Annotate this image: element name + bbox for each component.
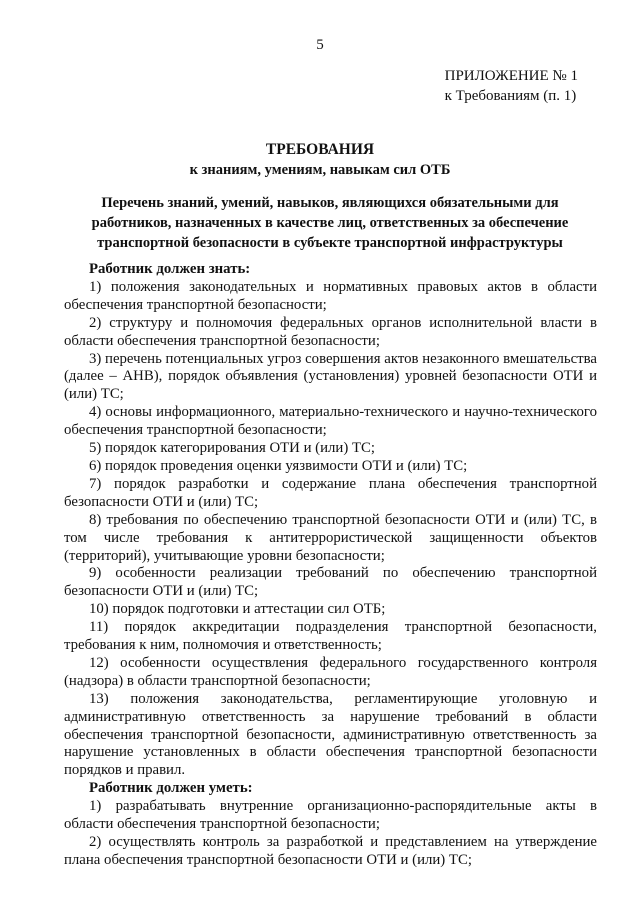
list-heading xyxy=(70,193,590,253)
list-item: 11) порядок аккредитации подразделения транспортной безопасности, требования к ним, полномочия и ответственность; xyxy=(64,619,597,654)
page-number: 5 xyxy=(316,37,324,53)
section-heading-can: Работник должен уметь: xyxy=(89,780,253,797)
list-item: 13) положения законодательства, регламентирующие уголовную и административную ответственность за нарушение требований в области обеспечения транспортной безопасности, административную ответственность за нарушение установленных в области обеспечения транспортной безопасности порядков и правил. xyxy=(64,690,597,779)
list-item: 1) положения законодательных и нормативных правовых актов в области обеспечения транспортной безопасности; xyxy=(64,278,597,313)
list-heading-line: Перечень знаний, умений, навыков, являющихся обязательными для xyxy=(101,195,559,211)
appendix-reference xyxy=(445,66,578,106)
list-item: 5) порядок категорирования ОТИ и (или) ТС; xyxy=(89,440,375,457)
section-heading-know: Работник должен знать: xyxy=(89,261,251,277)
list-item: 12) особенности осуществления федерального государственного контроля (надзора) в области транспортной безопасности; xyxy=(64,654,597,689)
appendix-title: ПРИЛОЖЕНИЕ № 1 xyxy=(444,68,578,84)
document-body xyxy=(64,261,597,870)
list-item: 3) перечень потенциальных угроз совершения актов незаконного вмешательства (далее – АНВ), порядок объявления (установления) уровней безопасности ОТИ и (или) ТС; xyxy=(64,350,597,403)
list-item: 9) особенности реализации требований по обеспечению транспортной безопасности ОТИ и (или) ТС; xyxy=(64,565,597,600)
list-item: 2) структуру и полномочия федеральных органов исполнительной власти в области обеспечения транспортной безопасности; xyxy=(64,314,597,349)
list-item: 1) разрабатывать внутренние организационно-распорядительные акты в области обеспечения транспортной безопасности; xyxy=(64,798,597,833)
list-heading-line: работников, назначенных в качестве лиц, ответственных за обеспечение xyxy=(91,215,569,231)
document-title: ТРЕБОВАНИЯ xyxy=(265,141,375,158)
list-item: 10) порядок подготовки и аттестации сил ОТБ; xyxy=(89,601,386,618)
list-item: 7) порядок разработки и содержание плана обеспечения транспортной безопасности ОТИ и (или) ТС; xyxy=(64,475,597,510)
list-item: 4) основы информационного, материально-технического и научно-технического обеспечения транспортной безопасности; xyxy=(64,404,597,439)
document-subtitle: к знаниям, умениям, навыкам сил ОТБ xyxy=(189,162,451,178)
list-item: 2) осуществлять контроль за разработкой и представлением на утверждение плана обеспечения транспортной безопасности ОТИ и (или) ТС; xyxy=(64,834,597,868)
list-item: 8) требования по обеспечению транспортной безопасности ОТИ и (или) ТС, в том числе требования к антитеррористической защищенности объектов (территорий), учитывающие уровни безопасности; xyxy=(64,511,597,564)
list-heading-line: транспортной безопасности в субъекте транспортной инфраструктуры xyxy=(97,235,563,251)
appendix-subtitle: к Требованиям (п. 1) xyxy=(444,88,577,104)
list-item: 6) порядок проведения оценки уязвимости ОТИ и (или) ТС; xyxy=(89,457,468,474)
